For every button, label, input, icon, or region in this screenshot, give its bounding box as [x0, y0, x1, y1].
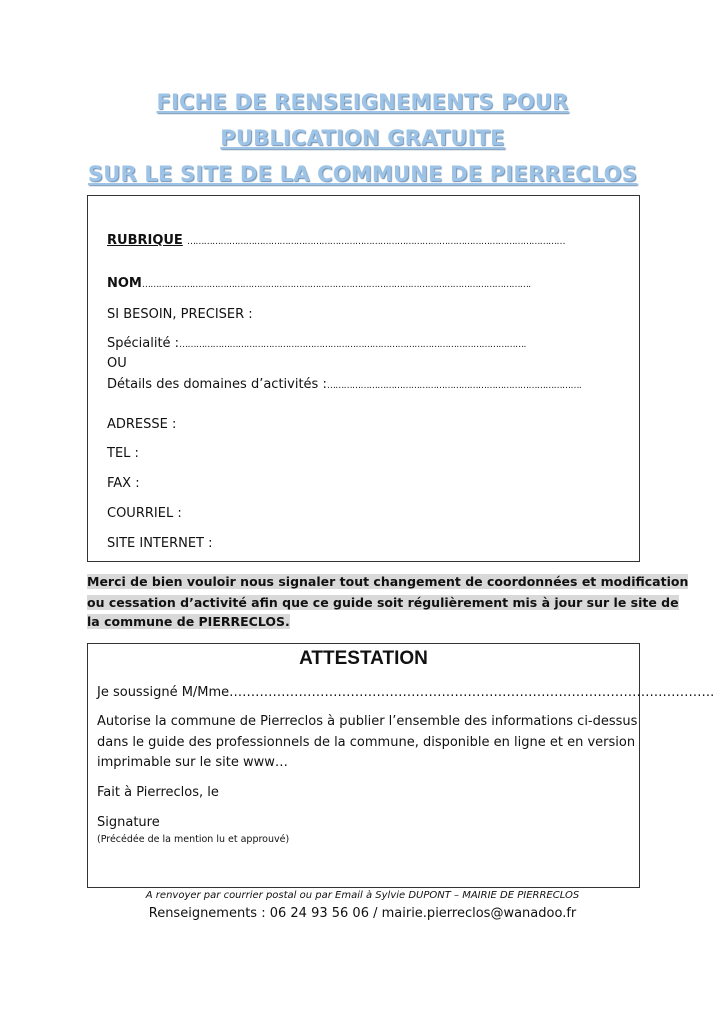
adresse-field[interactable]: ADRESSE : [107, 417, 177, 432]
specialite-label: Spécialité : [107, 336, 180, 351]
document-title-line-3: SUR LE SITE DE LA COMMUNE DE PIERRECLOS [87, 162, 638, 186]
notice-line-1: Merci de bien vouloir nous signaler tout changement de coordonnées et modification [87, 574, 689, 589]
nom-field[interactable] [107, 276, 531, 291]
ou-label: OU [107, 356, 127, 371]
signature-mention: (Précédée de la mention lu et approuvé) [97, 834, 290, 845]
attestation-box [87, 643, 715, 888]
details-dots: ………………………………………………………………………………. [326, 381, 582, 391]
footer-send-instructions: A renvoyer par courrier postal ou par Email à Sylvie DUPONT – MAIRIE DE PIERRECLOS [145, 890, 580, 901]
signature-label: Signature [97, 815, 160, 830]
soussigne-field[interactable]: Je soussigné M/Mme…………………………………………………………………………………………………. [97, 685, 715, 700]
fait-a-field[interactable]: Fait à Pierreclos, le [97, 785, 219, 800]
specialite-dots: ……………………………………………………………………………………………………………. [179, 340, 526, 350]
si-besoin-label: SI BESOIN, PRECISER : [107, 307, 253, 322]
notice-line-3: la commune de PIERRECLOS. [87, 614, 290, 629]
fax-field[interactable]: FAX : [107, 476, 140, 491]
autorise-text-line-3: imprimable sur le site www… [97, 755, 288, 770]
tel-field[interactable]: TEL : [107, 446, 139, 461]
nom-dots: …………………………………………………………………………………………………………………………. [141, 280, 531, 290]
notice-line-2: ou cessation d’activité afin que ce guide soit régulièrement mis à jour sur le site de [87, 595, 679, 610]
attestation-title: ATTESTATION [299, 648, 428, 669]
specialite-field[interactable] [107, 336, 526, 351]
rubrique-label: RUBRIQUE [107, 233, 183, 248]
rubrique-field[interactable] [107, 233, 565, 248]
rubrique-dots: ……………………………………………………………………………………………………………………… [186, 237, 565, 247]
details-field[interactable] [107, 377, 581, 392]
footer-contact-info: Renseignements : 06 24 93 56 06 / mairie.pierreclos@wanadoo.fr [148, 906, 577, 921]
document-title-line-1: FICHE DE RENSEIGNEMENTS POUR [156, 90, 569, 114]
information-form-box [87, 195, 640, 562]
document-title-line-2: PUBLICATION GRATUITE [220, 126, 505, 150]
details-label: Détails des domaines d’activités : [107, 377, 327, 392]
autorise-text-line-1: Autorise la commune de Pierreclos à publier l’ensemble des informations ci-dessus [97, 714, 638, 729]
autorise-text-line-2: dans le guide des professionnels de la commune, disponible en ligne et en version [97, 735, 636, 750]
site-internet-field[interactable]: SITE INTERNET : [107, 536, 213, 551]
courriel-field[interactable]: COURRIEL : [107, 506, 182, 521]
nom-label: NOM [107, 276, 142, 291]
